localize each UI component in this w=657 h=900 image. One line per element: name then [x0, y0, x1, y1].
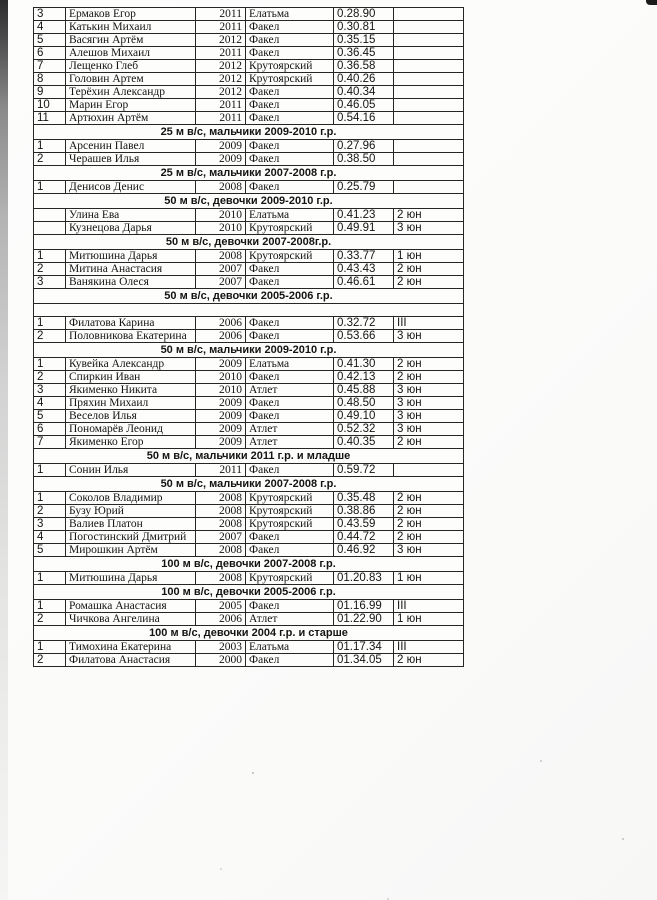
- cell-time: 0.35.48: [334, 492, 394, 505]
- cell-time: 0.43.43: [334, 263, 394, 276]
- cell-team: Крутоярский: [246, 518, 334, 531]
- cell-place: 11: [34, 112, 66, 125]
- cell-time: 0.43.59: [334, 518, 394, 531]
- cell-time: 0.25.79: [334, 181, 394, 194]
- cell-rank: 3 юн: [394, 410, 464, 423]
- cell-rank: [394, 73, 464, 86]
- cell-birth-year: 2005: [196, 600, 246, 613]
- section-header-row: [34, 235, 464, 250]
- cell-birth-year: 2010: [196, 371, 246, 384]
- cell-rank: [394, 47, 464, 60]
- results-table: [33, 7, 464, 667]
- cell-birth-year: 2008: [196, 572, 246, 585]
- result-row: [34, 263, 464, 276]
- cell-team: Факел: [246, 654, 334, 667]
- cell-birth-year: 2009: [196, 423, 246, 436]
- cell-place: 2: [34, 654, 66, 667]
- cell-time: 01.20.83: [334, 572, 394, 585]
- cell-time: 01.22.90: [334, 613, 394, 626]
- result-row: [34, 276, 464, 289]
- cell-time: 0.59.72: [334, 464, 394, 477]
- cell-name: Валиев Платон: [66, 518, 196, 531]
- cell-name: Катькин Михаил: [66, 21, 196, 34]
- cell-team: Факел: [246, 34, 334, 47]
- cell-name: Лещенко Глеб: [66, 60, 196, 73]
- cell-name: Черашев Илья: [66, 153, 196, 166]
- result-row: [34, 99, 464, 112]
- cell-team: Факел: [246, 371, 334, 384]
- section-header-row: [34, 585, 464, 600]
- section-header: 50 м в/с, мальчики 2007-2008 г.р.: [34, 477, 464, 492]
- result-row: [34, 8, 464, 21]
- result-row: [34, 397, 464, 410]
- cell-rank: [394, 181, 464, 194]
- section-header-row: [34, 125, 464, 140]
- cell-birth-year: 2011: [196, 21, 246, 34]
- result-row: [34, 21, 464, 34]
- cell-rank: 2 юн: [394, 358, 464, 371]
- cell-team: Елатьма: [246, 358, 334, 371]
- result-row: [34, 518, 464, 531]
- cell-rank: III: [394, 600, 464, 613]
- cell-place: 3: [34, 518, 66, 531]
- cell-time: 0.30.81: [334, 21, 394, 34]
- section-header: 50 м в/с, мальчики 2011 г.р. и младше: [34, 449, 464, 464]
- cell-place: 4: [34, 397, 66, 410]
- cell-place: 2: [34, 371, 66, 384]
- scan-speckles: [252, 772, 254, 774]
- cell-team: Крутоярский: [246, 222, 334, 235]
- cell-birth-year: 2008: [196, 505, 246, 518]
- cell-team: Крутоярский: [246, 250, 334, 263]
- cell-time: 01.16.99: [334, 600, 394, 613]
- result-row: [34, 181, 464, 194]
- section-header-row: [34, 557, 464, 572]
- cell-birth-year: 2012: [196, 73, 246, 86]
- cell-rank: [394, 60, 464, 73]
- cell-time: 0.53.66: [334, 330, 394, 343]
- result-row: [34, 492, 464, 505]
- cell-time: 0.32.72: [334, 317, 394, 330]
- cell-birth-year: 2010: [196, 209, 246, 222]
- cell-time: 0.40.35: [334, 436, 394, 449]
- cell-name: Митюшина Дарья: [66, 250, 196, 263]
- cell-place: 1: [34, 317, 66, 330]
- cell-place: 2: [34, 330, 66, 343]
- cell-team: Факел: [246, 21, 334, 34]
- result-row: [34, 140, 464, 153]
- scanner-edge-shadow: [0, 0, 8, 900]
- cell-team: Крутоярский: [246, 572, 334, 585]
- cell-time: 0.49.10: [334, 410, 394, 423]
- cell-team: Факел: [246, 86, 334, 99]
- result-row: [34, 544, 464, 557]
- cell-name: Денисов Денис: [66, 181, 196, 194]
- cell-birth-year: 2006: [196, 613, 246, 626]
- cell-rank: 2 юн: [394, 371, 464, 384]
- cell-team: Атлет: [246, 423, 334, 436]
- cell-rank: [394, 140, 464, 153]
- scan-corner-artifact: [646, 0, 657, 5]
- result-row: [34, 209, 464, 222]
- section-header: 50 м в/с, девочки 2005-2006 г.р.: [34, 289, 464, 304]
- cell-place: 4: [34, 21, 66, 34]
- cell-name: Чичкова Ангелина: [66, 613, 196, 626]
- cell-birth-year: 2010: [196, 222, 246, 235]
- cell-place: 2: [34, 263, 66, 276]
- cell-place: 7: [34, 436, 66, 449]
- cell-time: 0.41.30: [334, 358, 394, 371]
- cell-place: 5: [34, 410, 66, 423]
- cell-birth-year: 2007: [196, 531, 246, 544]
- cell-time: 0.36.58: [334, 60, 394, 73]
- cell-rank: 3 юн: [394, 222, 464, 235]
- cell-rank: [394, 21, 464, 34]
- result-row: [34, 34, 464, 47]
- cell-time: 0.28.90: [334, 8, 394, 21]
- cell-place: 2: [34, 505, 66, 518]
- result-row: [34, 47, 464, 60]
- cell-place: 3: [34, 384, 66, 397]
- cell-time: 0.54.16: [334, 112, 394, 125]
- cell-birth-year: 2009: [196, 410, 246, 423]
- cell-time: 0.45.88: [334, 384, 394, 397]
- cell-birth-year: 2012: [196, 60, 246, 73]
- cell-birth-year: 2011: [196, 99, 246, 112]
- cell-birth-year: 2011: [196, 112, 246, 125]
- result-row: [34, 464, 464, 477]
- cell-time: 0.35.15: [334, 34, 394, 47]
- cell-place: 3: [34, 276, 66, 289]
- cell-place: 1: [34, 140, 66, 153]
- cell-birth-year: 2009: [196, 358, 246, 371]
- cell-time: 0.42.13: [334, 371, 394, 384]
- cell-team: Факел: [246, 47, 334, 60]
- cell-place: 1: [34, 181, 66, 194]
- cell-birth-year: 2008: [196, 544, 246, 557]
- cell-place: 1: [34, 572, 66, 585]
- cell-team: Елатьма: [246, 641, 334, 654]
- cell-place: [34, 209, 66, 222]
- result-row: [34, 250, 464, 263]
- result-row: [34, 505, 464, 518]
- cell-name: Пряхин Михаил: [66, 397, 196, 410]
- cell-birth-year: 2003: [196, 641, 246, 654]
- cell-birth-year: 2010: [196, 384, 246, 397]
- cell-name: Половникова Екатерина: [66, 330, 196, 343]
- section-header-row: [34, 194, 464, 209]
- cell-name: Погостинский Дмитрий: [66, 531, 196, 544]
- result-row: [34, 73, 464, 86]
- cell-name: Митюшина Дарья: [66, 572, 196, 585]
- section-header-row: [34, 449, 464, 464]
- cell-time: 0.46.92: [334, 544, 394, 557]
- blank-row: [34, 304, 464, 317]
- cell-rank: 1 юн: [394, 250, 464, 263]
- cell-birth-year: 2009: [196, 397, 246, 410]
- cell-name: Ванякина Олеся: [66, 276, 196, 289]
- cell-place: [34, 222, 66, 235]
- result-row: [34, 613, 464, 626]
- cell-birth-year: 2011: [196, 8, 246, 21]
- cell-name: Спиркин Иван: [66, 371, 196, 384]
- section-header: 50 м в/с, мальчики 2009-2010 г.р.: [34, 343, 464, 358]
- cell-birth-year: 2012: [196, 34, 246, 47]
- result-row: [34, 371, 464, 384]
- cell-birth-year: 2000: [196, 654, 246, 667]
- section-header: 25 м в/с, мальчики 2007-2008 г.р.: [34, 166, 464, 181]
- cell-birth-year: 2012: [196, 86, 246, 99]
- cell-birth-year: 2006: [196, 317, 246, 330]
- cell-team: Крутоярский: [246, 492, 334, 505]
- cell-birth-year: 2008: [196, 181, 246, 194]
- cell-name: Веселов Илья: [66, 410, 196, 423]
- cell-rank: 2 юн: [394, 263, 464, 276]
- cell-rank: III: [394, 641, 464, 654]
- result-row: [34, 86, 464, 99]
- result-row: [34, 358, 464, 371]
- cell-team: Факел: [246, 531, 334, 544]
- cell-time: 0.48.50: [334, 397, 394, 410]
- cell-rank: 2 юн: [394, 518, 464, 531]
- cell-place: 5: [34, 544, 66, 557]
- cell-rank: 2 юн: [394, 436, 464, 449]
- cell-name: Филатова Анастасия: [66, 654, 196, 667]
- cell-time: 0.52.32: [334, 423, 394, 436]
- cell-name: Ромашка Анастасия: [66, 600, 196, 613]
- section-header: 100 м в/с, девочки 2007-2008 г.р.: [34, 557, 464, 572]
- cell-team: Факел: [246, 330, 334, 343]
- cell-time: 0.41.23: [334, 209, 394, 222]
- cell-name: Васягин Артём: [66, 34, 196, 47]
- cell-birth-year: 2011: [196, 464, 246, 477]
- blank-cell: [34, 304, 464, 317]
- cell-place: 4: [34, 531, 66, 544]
- cell-rank: [394, 8, 464, 21]
- cell-rank: 2 юн: [394, 276, 464, 289]
- cell-rank: 3 юн: [394, 384, 464, 397]
- cell-rank: 1 юн: [394, 572, 464, 585]
- cell-place: 9: [34, 86, 66, 99]
- cell-place: 2: [34, 613, 66, 626]
- cell-rank: 3 юн: [394, 397, 464, 410]
- cell-team: Факел: [246, 263, 334, 276]
- cell-place: 10: [34, 99, 66, 112]
- cell-time: 0.38.86: [334, 505, 394, 518]
- cell-place: 8: [34, 73, 66, 86]
- cell-rank: 2 юн: [394, 492, 464, 505]
- result-row: [34, 600, 464, 613]
- cell-team: Факел: [246, 317, 334, 330]
- cell-birth-year: 2008: [196, 492, 246, 505]
- cell-time: 0.40.26: [334, 73, 394, 86]
- cell-name: Соколов Владимир: [66, 492, 196, 505]
- cell-team: Факел: [246, 140, 334, 153]
- cell-time: 0.44.72: [334, 531, 394, 544]
- cell-rank: 2 юн: [394, 654, 464, 667]
- cell-name: Ермаков Егор: [66, 8, 196, 21]
- result-row: [34, 60, 464, 73]
- result-row: [34, 641, 464, 654]
- section-header: 25 м в/с, мальчики 2009-2010 г.р.: [34, 125, 464, 140]
- cell-rank: 1 юн: [394, 613, 464, 626]
- cell-team: Крутоярский: [246, 60, 334, 73]
- cell-team: Атлет: [246, 384, 334, 397]
- cell-time: 01.34.05: [334, 654, 394, 667]
- cell-team: Факел: [246, 397, 334, 410]
- cell-time: 0.46.05: [334, 99, 394, 112]
- result-row: [34, 317, 464, 330]
- results-table-body: [34, 8, 464, 667]
- cell-name: Кувейка Александр: [66, 358, 196, 371]
- cell-name: Мирошкин Артём: [66, 544, 196, 557]
- cell-rank: 3 юн: [394, 423, 464, 436]
- cell-team: Елатьма: [246, 209, 334, 222]
- cell-place: 6: [34, 47, 66, 60]
- result-row: [34, 153, 464, 166]
- section-header-row: [34, 477, 464, 492]
- cell-birth-year: 2009: [196, 436, 246, 449]
- cell-place: 1: [34, 641, 66, 654]
- cell-rank: [394, 112, 464, 125]
- cell-team: Факел: [246, 464, 334, 477]
- section-header: 100 м в/с, девочки 2005-2006 г.р.: [34, 585, 464, 600]
- cell-time: 0.36.45: [334, 47, 394, 60]
- result-row: [34, 436, 464, 449]
- cell-team: Крутоярский: [246, 505, 334, 518]
- cell-rank: [394, 153, 464, 166]
- result-row: [34, 384, 464, 397]
- cell-team: Факел: [246, 112, 334, 125]
- cell-place: 2: [34, 153, 66, 166]
- cell-birth-year: 2008: [196, 250, 246, 263]
- cell-name: Митина Анастасия: [66, 263, 196, 276]
- cell-team: Факел: [246, 600, 334, 613]
- cell-rank: III: [394, 317, 464, 330]
- cell-name: Тимохина Екатерина: [66, 641, 196, 654]
- cell-time: 01.17.34: [334, 641, 394, 654]
- cell-birth-year: 2007: [196, 263, 246, 276]
- cell-birth-year: 2011: [196, 47, 246, 60]
- cell-name: Арсенин Павел: [66, 140, 196, 153]
- cell-birth-year: 2009: [196, 153, 246, 166]
- result-row: [34, 423, 464, 436]
- cell-birth-year: 2007: [196, 276, 246, 289]
- section-header-row: [34, 626, 464, 641]
- cell-time: 0.33.77: [334, 250, 394, 263]
- cell-time: 0.49.91: [334, 222, 394, 235]
- cell-birth-year: 2009: [196, 140, 246, 153]
- cell-rank: 2 юн: [394, 209, 464, 222]
- cell-team: Факел: [246, 153, 334, 166]
- cell-rank: [394, 99, 464, 112]
- result-row: [34, 222, 464, 235]
- cell-name: Терёхин Александр: [66, 86, 196, 99]
- cell-rank: [394, 34, 464, 47]
- cell-place: 6: [34, 423, 66, 436]
- cell-time: 0.40.34: [334, 86, 394, 99]
- cell-team: Факел: [246, 410, 334, 423]
- cell-team: Факел: [246, 99, 334, 112]
- result-row: [34, 531, 464, 544]
- cell-team: Атлет: [246, 613, 334, 626]
- cell-rank: [394, 86, 464, 99]
- cell-rank: 3 юн: [394, 330, 464, 343]
- result-row: [34, 572, 464, 585]
- cell-team: Факел: [246, 181, 334, 194]
- cell-team: Атлет: [246, 436, 334, 449]
- cell-name: Головин Артем: [66, 73, 196, 86]
- cell-rank: 3 юн: [394, 544, 464, 557]
- cell-time: 0.38.50: [334, 153, 394, 166]
- cell-place: 1: [34, 600, 66, 613]
- cell-team: Крутоярский: [246, 73, 334, 86]
- cell-name: Якименко Егор: [66, 436, 196, 449]
- cell-name: Алешов Михаил: [66, 47, 196, 60]
- cell-rank: [394, 464, 464, 477]
- cell-name: Бузу Юрий: [66, 505, 196, 518]
- cell-team: Елатьма: [246, 8, 334, 21]
- section-header-row: [34, 289, 464, 304]
- cell-place: 5: [34, 34, 66, 47]
- cell-rank: 2 юн: [394, 531, 464, 544]
- cell-name: Филатова Карина: [66, 317, 196, 330]
- cell-time: 0.46.61: [334, 276, 394, 289]
- cell-place: 1: [34, 250, 66, 263]
- cell-name: Якименко Никита: [66, 384, 196, 397]
- section-header: 100 м в/с, девочки 2004 г.р. и старше: [34, 626, 464, 641]
- cell-time: 0.27.96: [334, 140, 394, 153]
- result-row: [34, 654, 464, 667]
- section-header-row: [34, 166, 464, 181]
- cell-birth-year: 2006: [196, 330, 246, 343]
- cell-rank: 2 юн: [394, 505, 464, 518]
- cell-place: 1: [34, 492, 66, 505]
- result-row: [34, 112, 464, 125]
- cell-place: 1: [34, 358, 66, 371]
- cell-name: Кузнецова Дарья: [66, 222, 196, 235]
- cell-birth-year: 2008: [196, 518, 246, 531]
- cell-team: Факел: [246, 276, 334, 289]
- cell-name: Пономарёв Леонид: [66, 423, 196, 436]
- section-header: 50 м в/с, девочки 2007-2008г.р.: [34, 235, 464, 250]
- cell-name: Улина Ева: [66, 209, 196, 222]
- cell-team: Факел: [246, 544, 334, 557]
- section-header-row: [34, 343, 464, 358]
- cell-place: 3: [34, 8, 66, 21]
- cell-name: Артюхин Артём: [66, 112, 196, 125]
- result-row: [34, 410, 464, 423]
- cell-place: 7: [34, 60, 66, 73]
- cell-name: Сонин Илья: [66, 464, 196, 477]
- cell-place: 1: [34, 464, 66, 477]
- section-header: 50 м в/с, девочки 2009-2010 г.р.: [34, 194, 464, 209]
- cell-name: Марин Егор: [66, 99, 196, 112]
- result-row: [34, 330, 464, 343]
